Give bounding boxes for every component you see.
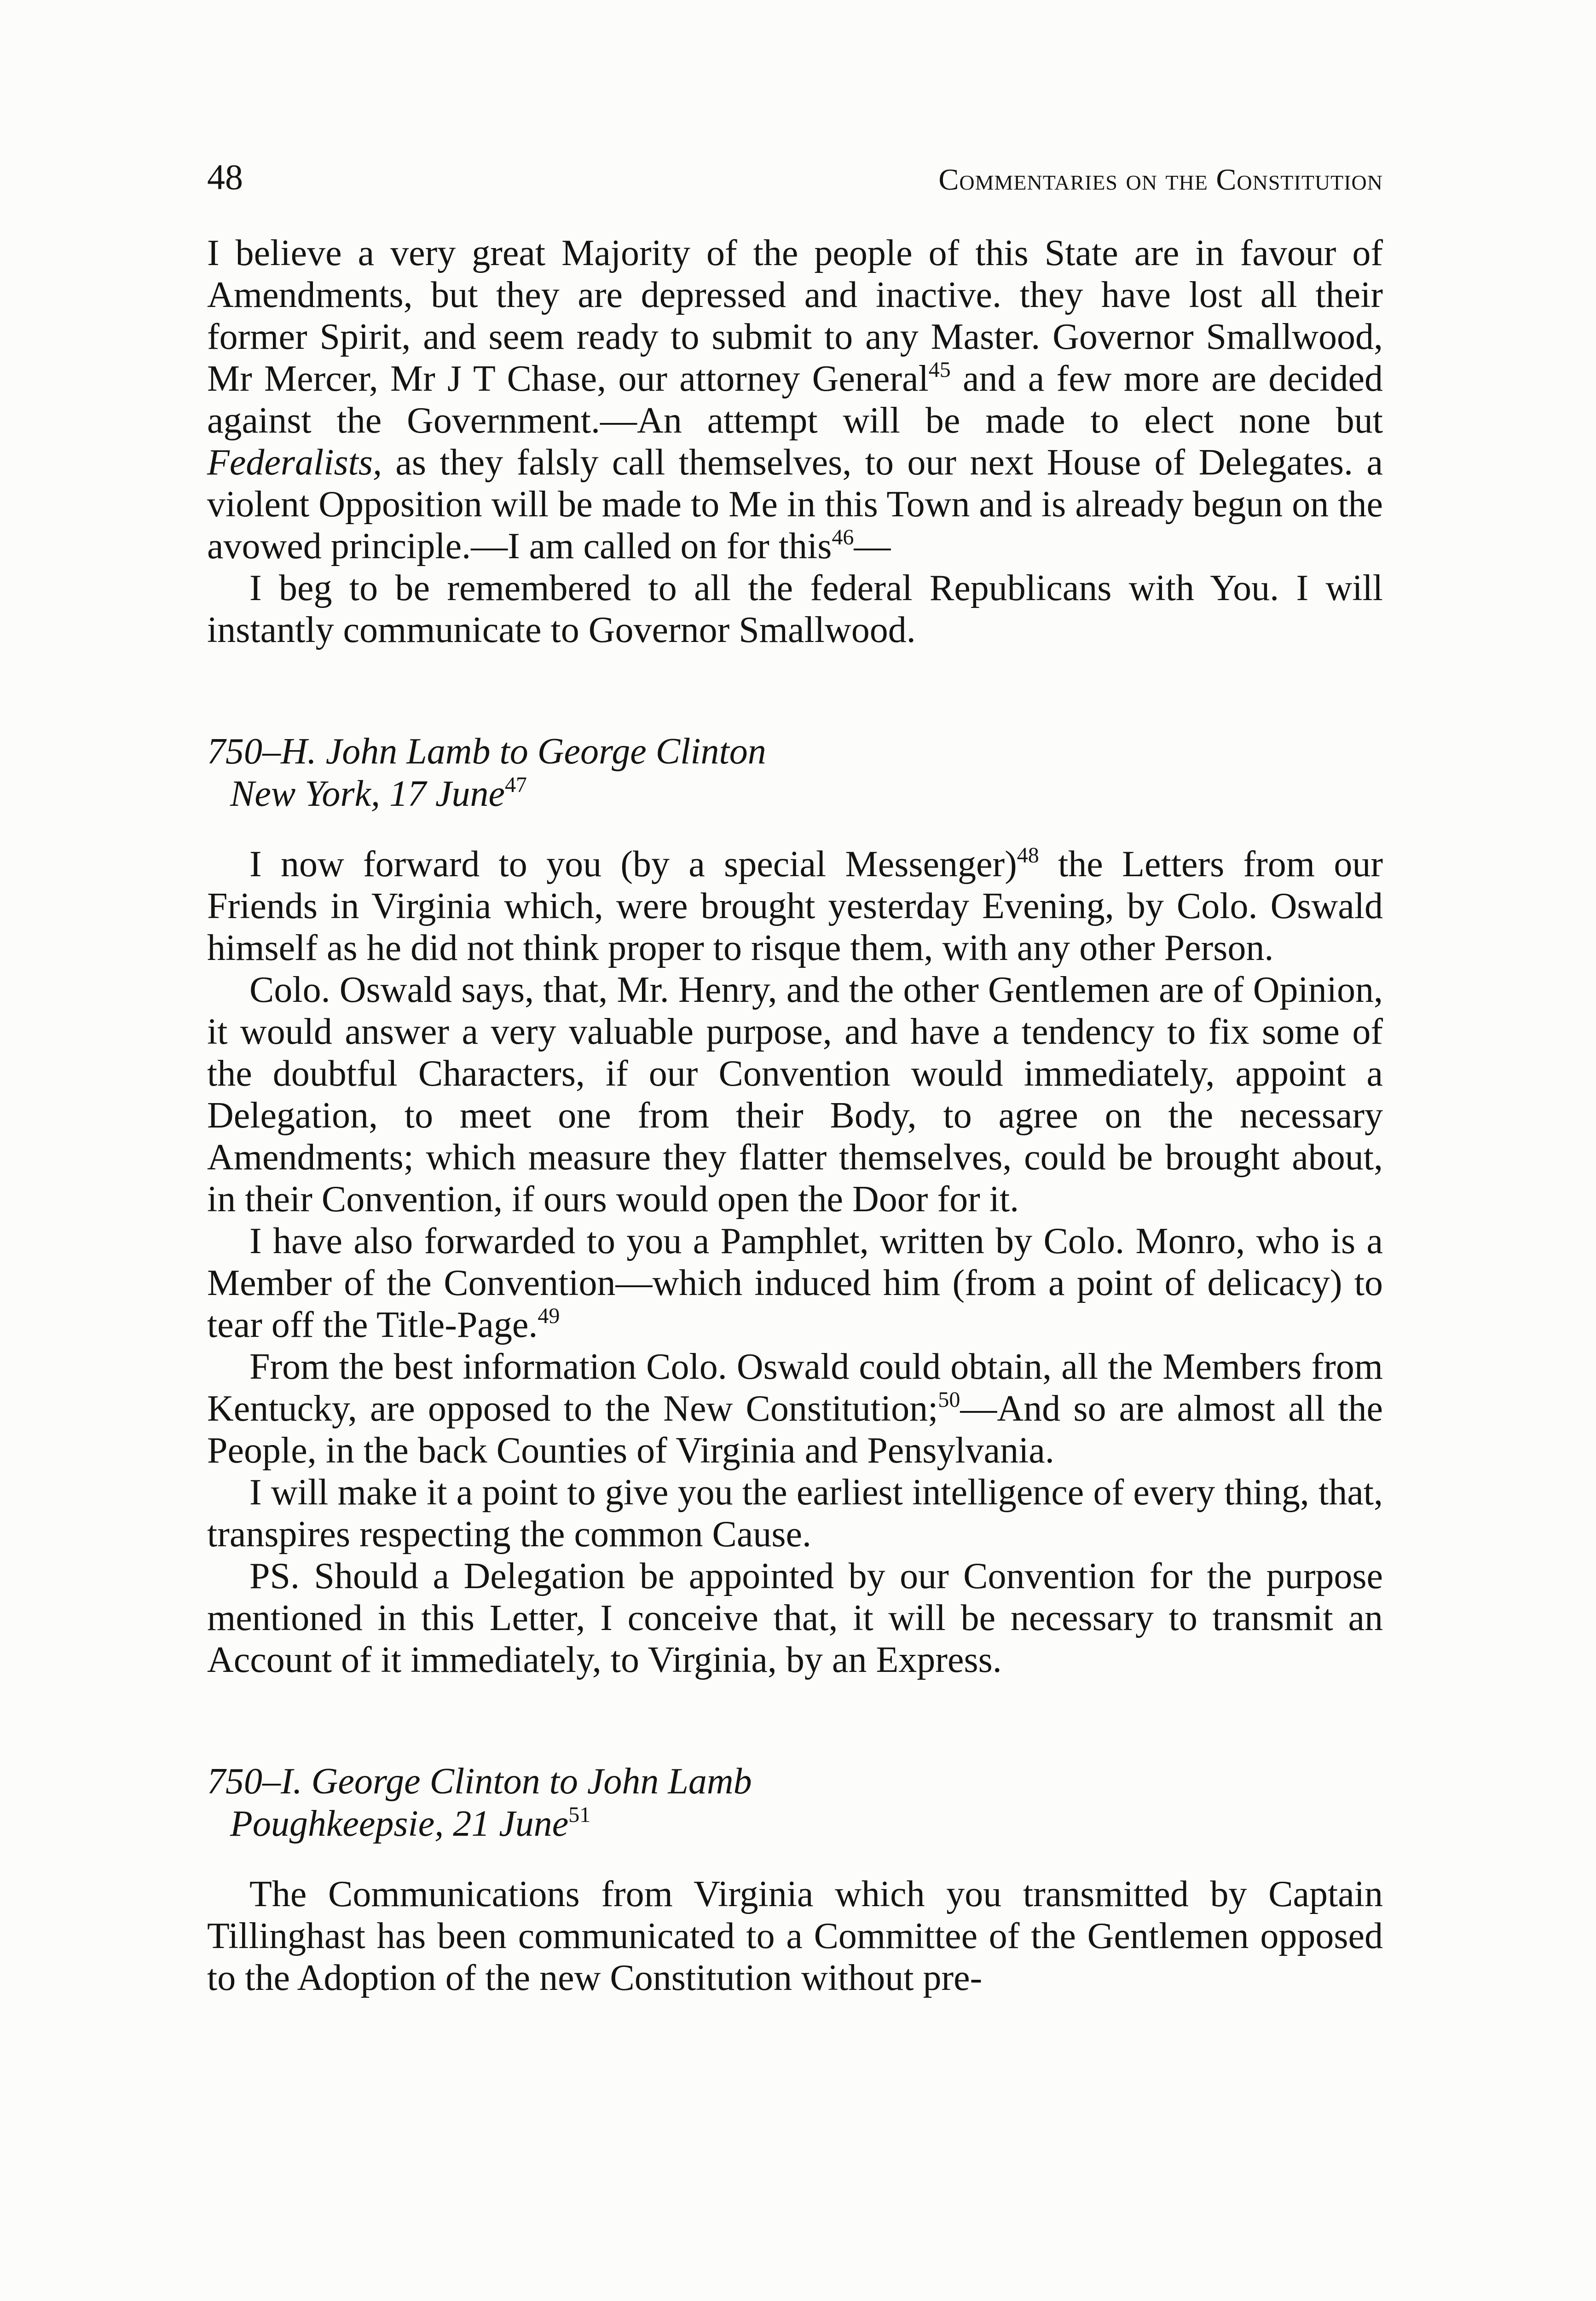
paragraph: I now forward to you (by a special Messenger)$^{48}$ the Letters from our Friends in Virginia which, were brought yesterday Evening, by Colo. Oswald himself as he did not think proper to risque them, with any other Person.: [207, 843, 1383, 968]
document-heading-750h: 750–H. John Lamb to George Clinton: [207, 731, 766, 772]
footnote-ref-50: 50: [938, 1388, 960, 1412]
italic-federalists: Federalists,: [207, 442, 382, 483]
letter-closing-paragraph: I beg to be remembered to all the federal Republicans with You. I will instantly communicate to Governor Smallwood.: [207, 568, 1383, 650]
footnote-ref-46: 46: [832, 525, 854, 549]
paragraph: Colo. Oswald says, that, Mr. Henry, and the other Gentlemen are of Opinion, it would answer a very valuable purpose, and have a tendency to fix some of the doubtful Characters, if our Convention would immediately, appoint a Delegation, to meet one from their Body, to agree on the necessary Amendments; which measure they flatter themselves, could be brought about, in their Convention, if ours would open the Door for it.: [207, 970, 1383, 1220]
page-number: 48: [207, 157, 243, 197]
paragraph: I will make it a point to give you the earliest intelligence of every thing, that, transpires respecting the common Cause.: [207, 1472, 1383, 1555]
dateline-750h: New York, 17 June$^{47}$: [230, 773, 527, 814]
running-head: Commentaries on the Constitution: [938, 163, 1383, 197]
postscript-paragraph: PS. Should a Delegation be appointed by our Convention for the purpose mentioned in this Letter, I conceive that, it will be necessary to transmit an Account of it immediately, to Virginia, by an Express.: [207, 1556, 1383, 1680]
footnote-ref-48: 48: [1017, 843, 1039, 867]
dateline-750i: Poughkeepsie, 21 June$^{51}$: [230, 1803, 591, 1844]
paragraph: From the best information Colo. Oswald could obtain, all the Members from Kentucky, are opposed to the New Constitution;$^{50}$—And so are almost all the People, in the back Counties of Virginia and Pensylvania.: [207, 1347, 1383, 1471]
page-body: [207, 232, 1383, 1999]
letter-continuation-paragraph: I believe a very great Majority of the people of this State are in favour of Amendments, but they are depressed and inactive. they have lost all their former Spirit, and seem ready to submit to any Master. Governor Smallwood, Mr Mercer, Mr J T Chase, our attorney General$^{45}$ and a few more are decided against the Government.—An attempt will be made to elect none but Federalists, as they falsly call themselves, to our next House of Delegates. a violent Opposition will be made to Me in this Town and is already begun on the avowed principle.—I am called on for this$^{46}$—: [207, 233, 1383, 567]
footnote-ref-49: 49: [538, 1304, 560, 1328]
footnote-ref-45: 45: [928, 358, 951, 382]
paragraph: I have also forwarded to you a Pamphlet, written by Colo. Monro, who is a Member of the Convention—which induced him (from a point of delicacy) to tear off the Title-Page.$^{49}$: [207, 1221, 1383, 1345]
footnote-ref-47: 47: [505, 773, 527, 797]
document-heading-750i: 750–I. George Clinton to John Lamb: [207, 1761, 752, 1802]
footnote-ref-51: 51: [568, 1803, 591, 1827]
paragraph: The Communications from Virginia which you transmitted by Captain Tillinghast has been communicated to a Committee of the Gentlemen opposed to the Adoption of the new Constitution without pre-: [207, 1874, 1383, 1998]
page-header: [207, 154, 1383, 205]
